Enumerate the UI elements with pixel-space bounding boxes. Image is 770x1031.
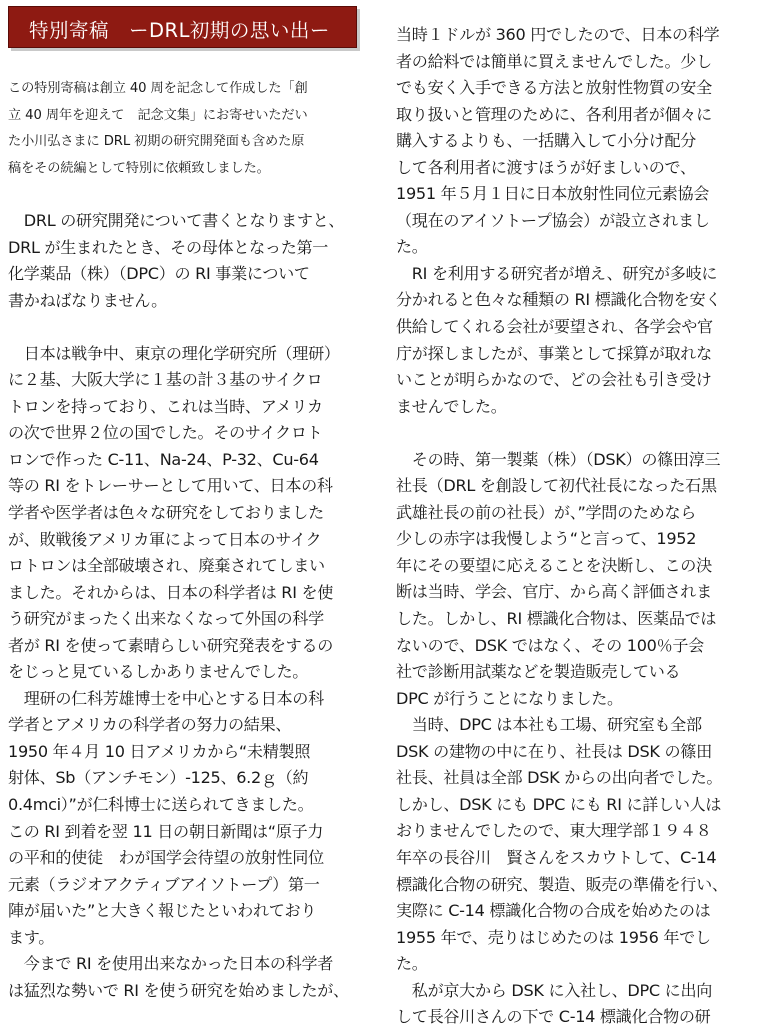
text-line: 年にその要望に応えることを決断し、この決 — [396, 555, 712, 575]
text-line: 分かれると色々な種類の RI 標識化合物を安く — [396, 290, 722, 310]
text-line: 学者とアメリカの科学者の努力の結果、 — [8, 715, 292, 735]
text-line: 学者や医学者は色々な研究をしておりました — [8, 503, 324, 523]
text-line: の平和的使徒 わが国学会待望の放射性同位 — [8, 848, 324, 868]
text-line: ロトロンは全部破壊され、廃棄されてしまい — [8, 556, 325, 576]
text-line: 購入するよりも、一括購入して小分け配分 — [396, 131, 697, 151]
left-column — [8, 208, 368, 1004]
text-line: DPC が行うことになりました。 — [396, 688, 623, 708]
text-line: 等の RI をトレーサーとして用いて、日本の科 — [8, 476, 333, 496]
text-line: 断は当時、学会、官庁、から高く評価されま — [396, 582, 712, 602]
text-line: 立 40 周年を迎えて 記念文集」にお寄せいただい — [8, 107, 308, 123]
text-line: 1955 年で、売りはじめたのは 1956 年でし — [396, 927, 711, 947]
text-line: 当時１ドルが 360 円でしたので、日本の科学 — [396, 25, 720, 44]
text-line: 者が RI を使って素晴らしい研究発表をするの — [8, 635, 334, 655]
text-line: でも安く入手できる方法と放射性物質の安全 — [396, 78, 712, 98]
paragraph — [8, 686, 368, 951]
text-line: ないので、DSK ではなく、その 100％子会 — [396, 635, 704, 655]
text-line: RI を利用する研究者が増え、研究が多岐に — [396, 263, 718, 283]
text-line: の次で世界２位の国でした。そのサイクロト — [8, 423, 323, 443]
text-line: 武雄社長の前の社長）が、”学問のためなら — [396, 502, 697, 522]
paragraph — [8, 341, 368, 686]
text-line: た小川弘さまに DRL 初期の研究開発面も含めた原 — [8, 134, 305, 150]
text-line: 供給してくれる会社が要望され、各学会や官 — [396, 317, 713, 337]
text-line: おりませんでしたので、東大理学部１９４８ — [396, 821, 712, 841]
text-line: 今まで RI を使用出来なかった日本の科学者 — [8, 954, 334, 974]
text-line: 社長（DRL を創設して初代社長になった石黒 — [396, 476, 717, 496]
text-line: 者の給料では簡単に買えませんでした。少し — [396, 51, 712, 71]
text-line: 射体、Sb（アンチモン）-125、6.2ｇ（約 — [8, 768, 309, 788]
text-line: た。 — [396, 237, 428, 257]
intro-note — [8, 76, 362, 182]
text-line: DRL の研究開発について書くとなりますと、 — [8, 211, 345, 230]
text-line: この RI 到着を翌 11 日の朝日新聞は“原子力 — [8, 821, 324, 841]
text-line: ロンで作った C-11、Na-24、P-32、Cu-64 — [8, 449, 319, 469]
text-line: 当時、DPC は本社も工場、研究室も全部 — [396, 715, 702, 735]
text-line: 庁が探しましたが、事業として採算が取れな — [396, 343, 712, 363]
text-line: 取り扱いと管理のために、各利用者が個々に — [396, 104, 712, 124]
text-line: して長谷川さんの下で C-14 標識化合物の研 — [396, 1007, 711, 1027]
text-line: その時、第一製薬（株）（DSK）の篠田淳三 — [396, 449, 721, 469]
text-line: DRL が生まれたとき、その母体となった第一 — [8, 237, 329, 257]
text-line: （現在のアイソトープ協会）が設立されまし — [396, 210, 710, 230]
text-line: 社長、社員は全部 DSK からの出向者でした。 — [396, 768, 723, 788]
text-line: DSK の建物の中に在り、社長は DSK の篠田 — [396, 741, 712, 761]
text-line: に２基、大阪大学に１基の計３基のサイクロ — [8, 370, 323, 390]
text-line: 社で診断用試薬などを製造販売している — [396, 662, 681, 682]
text-line: した。しかし、RI 標識化合物は、医薬品では — [396, 609, 717, 629]
text-line: た。 — [396, 954, 428, 974]
text-line: 陣が届いた”と大きく報じたといわれており — [8, 901, 317, 921]
text-line: をじっと見ているしかありませんでした。 — [8, 662, 309, 682]
text-line: この特別寄稿は創立 40 周を記念して作成した「創 — [8, 81, 308, 96]
text-line: 理研の仁科芳雄博士を中心とする日本の科 — [8, 688, 324, 708]
text-line: しかし、DSK にも DPC にも RI に詳しい人は — [396, 794, 722, 814]
text-line: 1950 年４月 10 日アメリカから“未精製照 — [8, 741, 311, 761]
paragraph — [396, 22, 768, 261]
text-line: ました。それからは、日本の科学者は RI を使 — [8, 582, 334, 602]
paragraph — [396, 447, 768, 712]
text-line: して各利用者に渡すほうが好ましいので、 — [396, 157, 696, 177]
title-banner — [8, 6, 357, 48]
text-line: トロンを持っており、これは当時、アメリカ — [8, 396, 323, 416]
text-line: 書かねばなりません。 — [8, 290, 167, 310]
text-line: いことが明らかなので、どの会社も引き受け — [396, 370, 712, 390]
text-line: 1951 年５月１日に日本放射性同位元素協会 — [396, 184, 710, 204]
text-line: 化学薬品（株）（DPC）の RI 事業について — [8, 264, 310, 284]
text-line: 私が京大から DSK に入社し、DPC に出向 — [396, 980, 713, 1000]
text-line: は猛烈な勢いで RI を使う研究を始めましたが、 — [8, 980, 349, 1000]
page-title: 特別寄稿 ーDRL初期の思い出ー — [29, 19, 330, 42]
paragraph — [8, 208, 368, 314]
text-line: ませんでした。 — [396, 396, 507, 416]
paragraph — [396, 261, 768, 420]
text-line: う研究がまったく出来なくなって外国の科学 — [8, 609, 324, 629]
text-line: 標識化合物の研究、製造、販売の準備を行い、 — [396, 874, 728, 894]
text-line: ます。 — [8, 927, 55, 947]
text-line: 年卒の長谷川 賢さんをスカウトして、C-14 — [396, 847, 717, 867]
paragraph — [396, 712, 768, 977]
text-line: 稿をその続編として特別に依頼致しました。 — [8, 160, 270, 176]
text-line: 少しの赤字は我慢しよう“と言って、1952 — [396, 529, 697, 549]
text-line: が、敗戦後アメリカ軍によって日本のサイク — [8, 529, 322, 549]
text-line: 日本は戦争中、東京の理化学研究所（理研） — [8, 343, 340, 363]
text-line: 0.4mci）”が仁科博士に送られてきました。 — [8, 795, 314, 815]
text-line: 元素（ラジオアクティブアイソトープ）第一 — [8, 874, 320, 894]
text-line: 実際に C-14 標識化合物の合成を始めたのは — [396, 901, 711, 921]
right-column — [396, 22, 768, 1031]
paragraph — [8, 951, 368, 1004]
